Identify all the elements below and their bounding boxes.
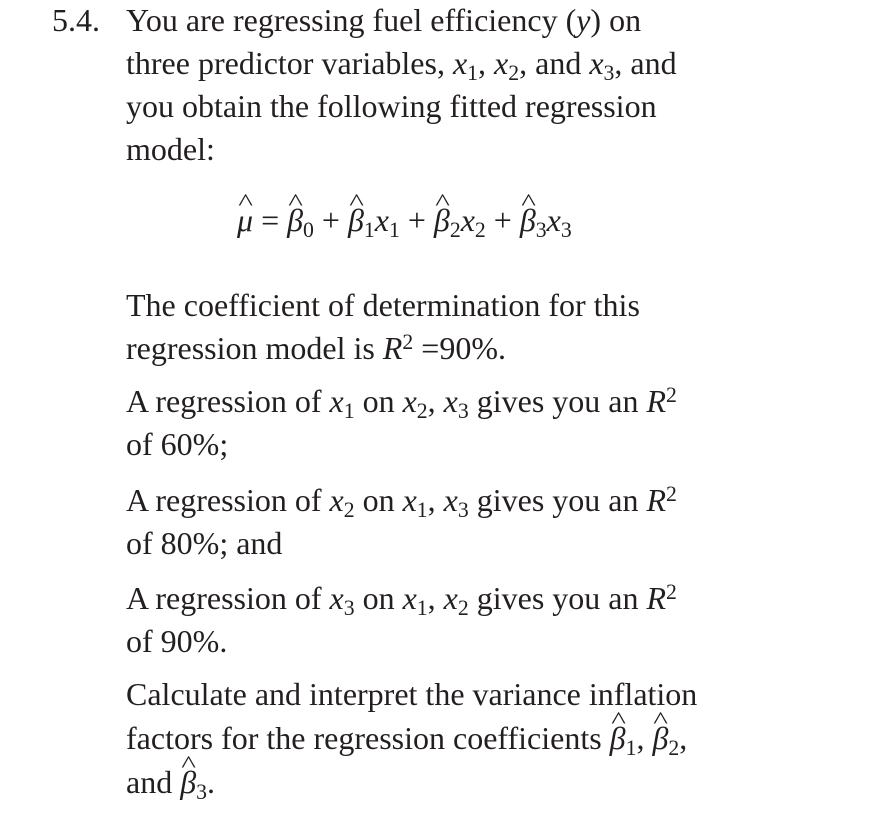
regression-equation: ^ μ =^ $\beta_0$ +^ $\beta_1x_1$ +^ $\beta_2x_2$ +^ $\beta_3x_3$ xyxy=(237,204,572,236)
regression-3-line-1: A regression of $x_3$ on $x_1$, $x_2$ gives you an $R^2$ xyxy=(126,580,677,621)
problem-number: 5.4. xyxy=(52,2,100,38)
task-line-2: factors for the regression coefficients ^ $\beta_1$, ^ $\beta_2$, xyxy=(126,722,687,754)
intro-line-4: model: xyxy=(126,131,215,167)
regression-1-line-1: A regression of $x_1$ on $x_2$, $x_3$ gives you an $R^2$ xyxy=(126,383,677,424)
intro-line-3: you obtain the following fitted regression xyxy=(126,88,657,124)
task-line-3: and ^ $\beta_3$. xyxy=(126,766,215,798)
r2-line-2: regression model is $R^2 =90\%$. xyxy=(126,330,506,366)
regression-1-line-2: of 60%; xyxy=(126,426,229,462)
regression-2-line-2: of 80%; and xyxy=(126,525,283,561)
task-line-1: Calculate and interpret the variance inflation xyxy=(126,676,698,712)
intro-line-2: three predictor variables, $x_1$, $x_2$, and $x_3$, and xyxy=(126,45,677,86)
regression-3-line-2: of 90%. xyxy=(126,623,228,659)
r2-line-1: The coefficient of determination for this xyxy=(126,287,640,323)
intro-line-1: You are regressing fuel efficiency (y) on xyxy=(126,2,642,38)
regression-2-line-1: A regression of $x_2$ on $x_1$, $x_3$ gives you an $R^2$ xyxy=(126,482,677,523)
